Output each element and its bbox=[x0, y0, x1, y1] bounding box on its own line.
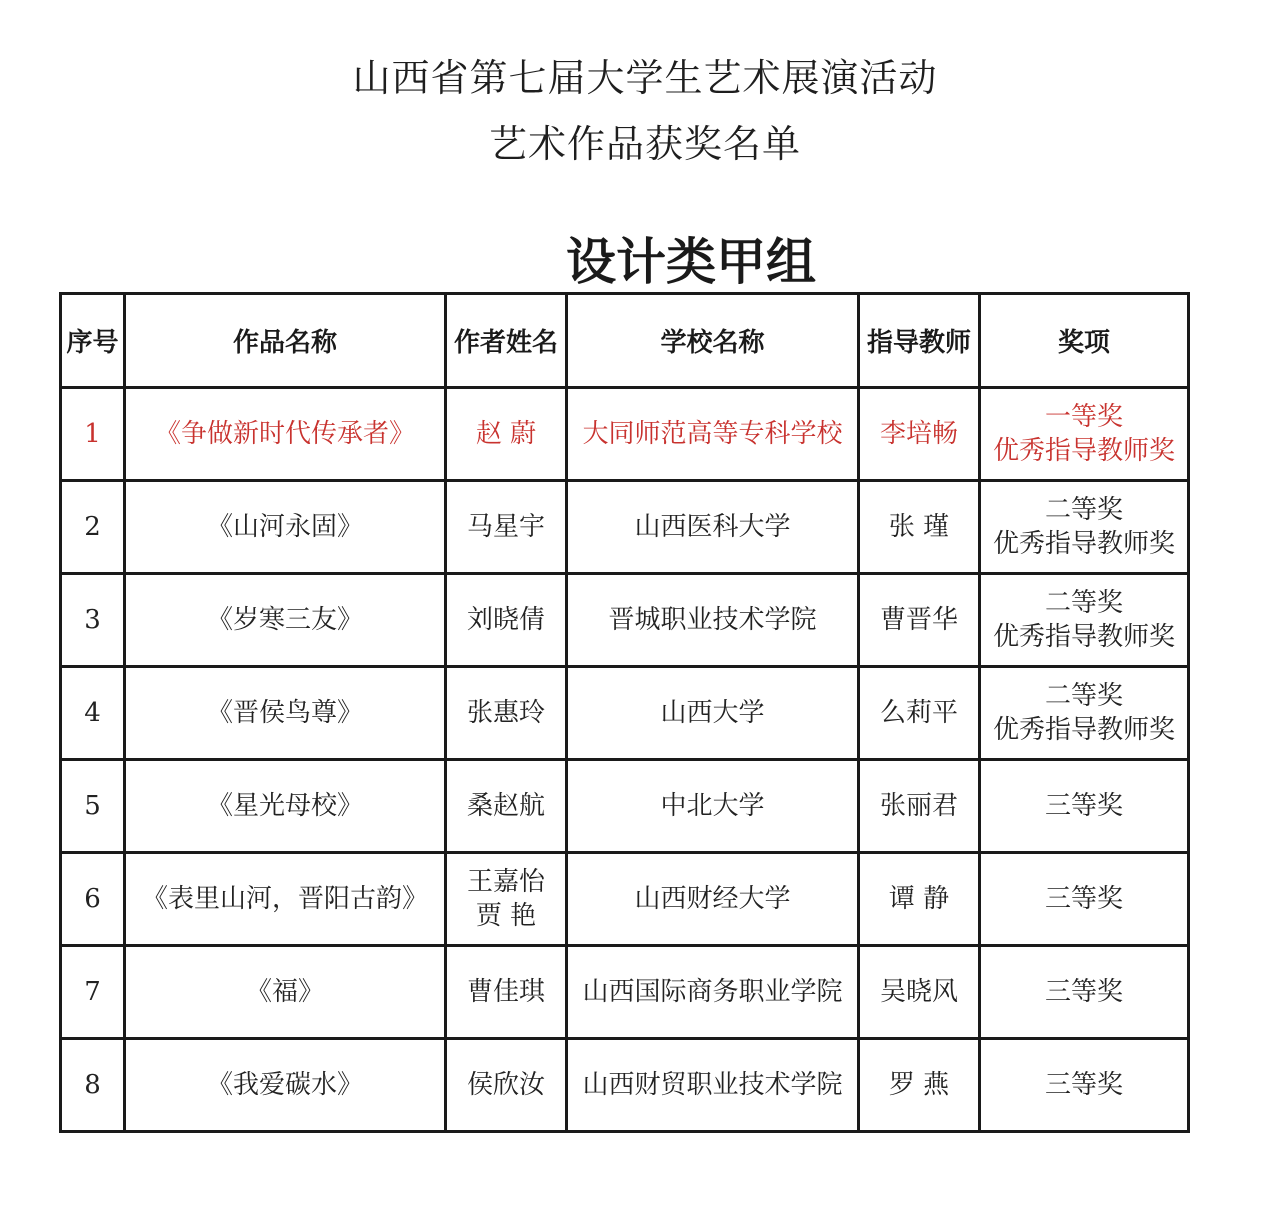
cell-award bbox=[980, 853, 1189, 946]
cell-author bbox=[446, 667, 567, 760]
cell-author bbox=[446, 388, 567, 481]
cell-award-line: 二等奖 bbox=[1044, 588, 1123, 618]
cell-author bbox=[446, 853, 567, 946]
cell-work-title: 《我爱碳水》 bbox=[125, 1039, 446, 1132]
cell-work-title: 《表里山河，晋阳古韵》 bbox=[125, 853, 446, 946]
cell-award bbox=[980, 574, 1189, 667]
cell-teacher: 曹晋华 bbox=[859, 574, 980, 667]
cell-work-title: 《福》 bbox=[125, 946, 446, 1039]
cell-author-line: 刘晓倩 bbox=[466, 605, 545, 635]
cell-number: 5 bbox=[61, 760, 125, 853]
cell-teacher: 吴晓风 bbox=[859, 946, 980, 1039]
table-row bbox=[61, 1039, 1189, 1132]
cell-award-line: 二等奖 bbox=[1044, 681, 1123, 711]
cell-award-line: 一等奖 bbox=[1044, 402, 1123, 432]
cell-author bbox=[446, 481, 567, 574]
document-subtitle: 艺术作品获奖名单 bbox=[488, 122, 801, 166]
cell-number: 7 bbox=[61, 946, 125, 1039]
cell-author-line: 马星宇 bbox=[466, 512, 545, 542]
column-header-number: 序号 bbox=[61, 294, 125, 388]
cell-award bbox=[980, 481, 1189, 574]
cell-teacher: 谭 静 bbox=[859, 853, 980, 946]
cell-teacher: 张 瑾 bbox=[859, 481, 980, 574]
cell-award bbox=[980, 1039, 1189, 1132]
cell-teacher: 么莉平 bbox=[859, 667, 980, 760]
table-row bbox=[61, 574, 1189, 667]
cell-author-line: 王嘉怡 bbox=[466, 867, 545, 897]
cell-school: 山西医科大学 bbox=[567, 481, 859, 574]
cell-award-line: 优秀指导教师奖 bbox=[992, 715, 1175, 745]
table-body bbox=[61, 388, 1189, 1132]
cell-work-title: 《星光母校》 bbox=[125, 760, 446, 853]
column-header-award: 奖项 bbox=[980, 294, 1189, 388]
cell-school: 山西大学 bbox=[567, 667, 859, 760]
cell-award-line: 三等奖 bbox=[1044, 791, 1123, 821]
cell-award bbox=[980, 667, 1189, 760]
cell-author bbox=[446, 946, 567, 1039]
cell-number: 6 bbox=[61, 853, 125, 946]
table-row bbox=[61, 667, 1189, 760]
column-header-school: 学校名称 bbox=[567, 294, 859, 388]
cell-author bbox=[446, 1039, 567, 1132]
column-header-author: 作者姓名 bbox=[446, 294, 567, 388]
cell-author bbox=[446, 574, 567, 667]
cell-award bbox=[980, 946, 1189, 1039]
cell-author-line: 桑赵航 bbox=[466, 791, 545, 821]
cell-school: 晋城职业技术学院 bbox=[567, 574, 859, 667]
cell-author-line: 侯欣汝 bbox=[466, 1070, 545, 1100]
awards-table bbox=[59, 292, 1190, 1133]
cell-number: 1 bbox=[61, 388, 125, 481]
cell-school: 山西国际商务职业学院 bbox=[567, 946, 859, 1039]
cell-author bbox=[446, 760, 567, 853]
cell-school: 山西财经大学 bbox=[567, 853, 859, 946]
column-header-work: 作品名称 bbox=[125, 294, 446, 388]
category-heading: 设计类甲组 bbox=[566, 233, 816, 291]
cell-award-line: 三等奖 bbox=[1044, 1070, 1123, 1100]
cell-work-title: 《山河永固》 bbox=[125, 481, 446, 574]
cell-award-line: 优秀指导教师奖 bbox=[992, 622, 1175, 652]
cell-award-line: 三等奖 bbox=[1044, 977, 1123, 1007]
cell-work-title: 《晋侯鸟尊》 bbox=[125, 667, 446, 760]
table-row bbox=[61, 853, 1189, 946]
cell-number: 2 bbox=[61, 481, 125, 574]
cell-teacher: 张丽君 bbox=[859, 760, 980, 853]
cell-author-line: 贾 艳 bbox=[475, 901, 537, 931]
cell-school: 山西财贸职业技术学院 bbox=[567, 1039, 859, 1132]
cell-award bbox=[980, 388, 1189, 481]
cell-number: 8 bbox=[61, 1039, 125, 1132]
cell-number: 3 bbox=[61, 574, 125, 667]
cell-teacher: 罗 燕 bbox=[859, 1039, 980, 1132]
table-row bbox=[61, 760, 1189, 853]
cell-author-line: 曹佳琪 bbox=[466, 977, 545, 1007]
cell-work-title: 《岁寒三友》 bbox=[125, 574, 446, 667]
column-header-teacher: 指导教师 bbox=[859, 294, 980, 388]
cell-number: 4 bbox=[61, 667, 125, 760]
table-header-row bbox=[61, 294, 1189, 388]
document-title: 山西省第七届大学生艺术展演活动 bbox=[352, 56, 938, 100]
cell-award-line: 二等奖 bbox=[1044, 495, 1123, 525]
cell-work-title: 《争做新时代传承者》 bbox=[125, 388, 446, 481]
cell-author-line: 张惠玲 bbox=[466, 698, 545, 728]
cell-teacher: 李培畅 bbox=[859, 388, 980, 481]
table-row bbox=[61, 481, 1189, 574]
table-row bbox=[61, 946, 1189, 1039]
cell-award bbox=[980, 760, 1189, 853]
cell-school: 中北大学 bbox=[567, 760, 859, 853]
cell-school: 大同师范高等专科学校 bbox=[567, 388, 859, 481]
cell-award-line: 优秀指导教师奖 bbox=[992, 529, 1175, 559]
cell-author-line: 赵 蔚 bbox=[475, 419, 537, 449]
cell-award-line: 优秀指导教师奖 bbox=[992, 436, 1175, 466]
table-row bbox=[61, 388, 1189, 481]
cell-award-line: 三等奖 bbox=[1044, 884, 1123, 914]
